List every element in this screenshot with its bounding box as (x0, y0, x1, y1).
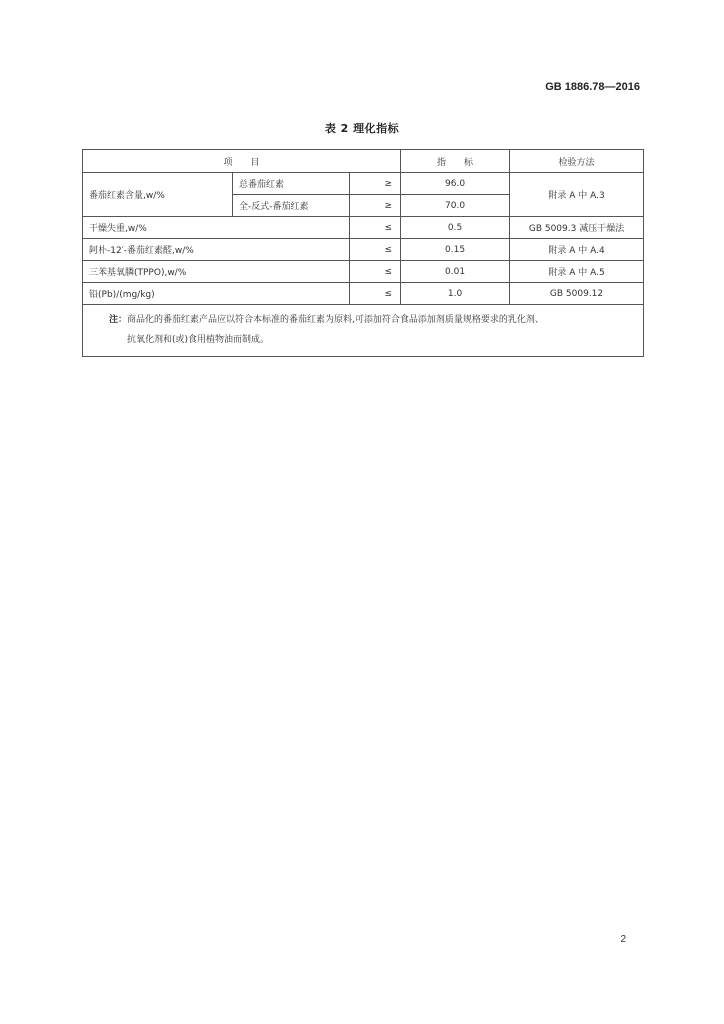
value-cell: 96.0 (401, 173, 510, 195)
note-text-line1: 商品化的番茄红素产品应以符合本标准的番茄红素为原料,可添加符合食品添加剂质量规格要求的乳化剂、 (127, 315, 544, 325)
comparator: ≤ (350, 217, 401, 239)
header-item: 项 目 (83, 150, 401, 173)
lead-label: 铅(Pb)/(mg/kg) (83, 283, 350, 305)
standard-code: GB 1886.78—2016 (545, 81, 640, 93)
comparator: ≤ (350, 283, 401, 305)
total-lycopene-label: 总番茄红素 (233, 173, 350, 195)
table-row (83, 239, 644, 261)
lycopene-content-label: 番茄红素含量,w/% (83, 173, 233, 217)
header-method: 检验方法 (510, 150, 644, 173)
header-index: 指 标 (401, 150, 510, 173)
table-title: 表 2 理化指标 (324, 122, 400, 135)
table-row (83, 173, 644, 195)
drying-loss-label: 干燥失重,w/% (83, 217, 350, 239)
table-row (83, 261, 644, 283)
value-cell: 0.5 (401, 217, 510, 239)
all-trans-lycopene-label: 全-反式-番茄红素 (233, 195, 350, 217)
table-row (83, 283, 644, 305)
table-row (83, 217, 644, 239)
comparator: ≤ (350, 261, 401, 283)
tppo-label: 三苯基氧膦(TPPO),w/% (83, 261, 350, 283)
comparator: ≥ (350, 195, 401, 217)
table-note-row (83, 305, 644, 357)
value-cell: 70.0 (401, 195, 510, 217)
comparator: ≤ (350, 239, 401, 261)
value-cell: 1.0 (401, 283, 510, 305)
comparator: ≥ (350, 173, 401, 195)
method-cell: 附录 A 中 A.3 (510, 173, 644, 217)
page-number: 2 (620, 934, 626, 945)
table-note (83, 305, 644, 357)
method-cell: GB 5009.3 减压干燥法 (510, 217, 644, 239)
table-header-row (83, 150, 644, 173)
method-cell: GB 5009.12 (510, 283, 644, 305)
apo-lycopenal-label: 阿朴-12′-番茄红素醛,w/% (83, 239, 350, 261)
value-cell: 0.01 (401, 261, 510, 283)
note-label: 注： (109, 315, 128, 325)
physicochemical-table (82, 149, 644, 357)
method-cell: 附录 A 中 A.5 (510, 261, 644, 283)
method-cell: 附录 A 中 A.4 (510, 239, 644, 261)
value-cell: 0.15 (401, 239, 510, 261)
note-text-line2: 抗氧化剂和(或)食用植物油而制成。 (127, 335, 270, 345)
